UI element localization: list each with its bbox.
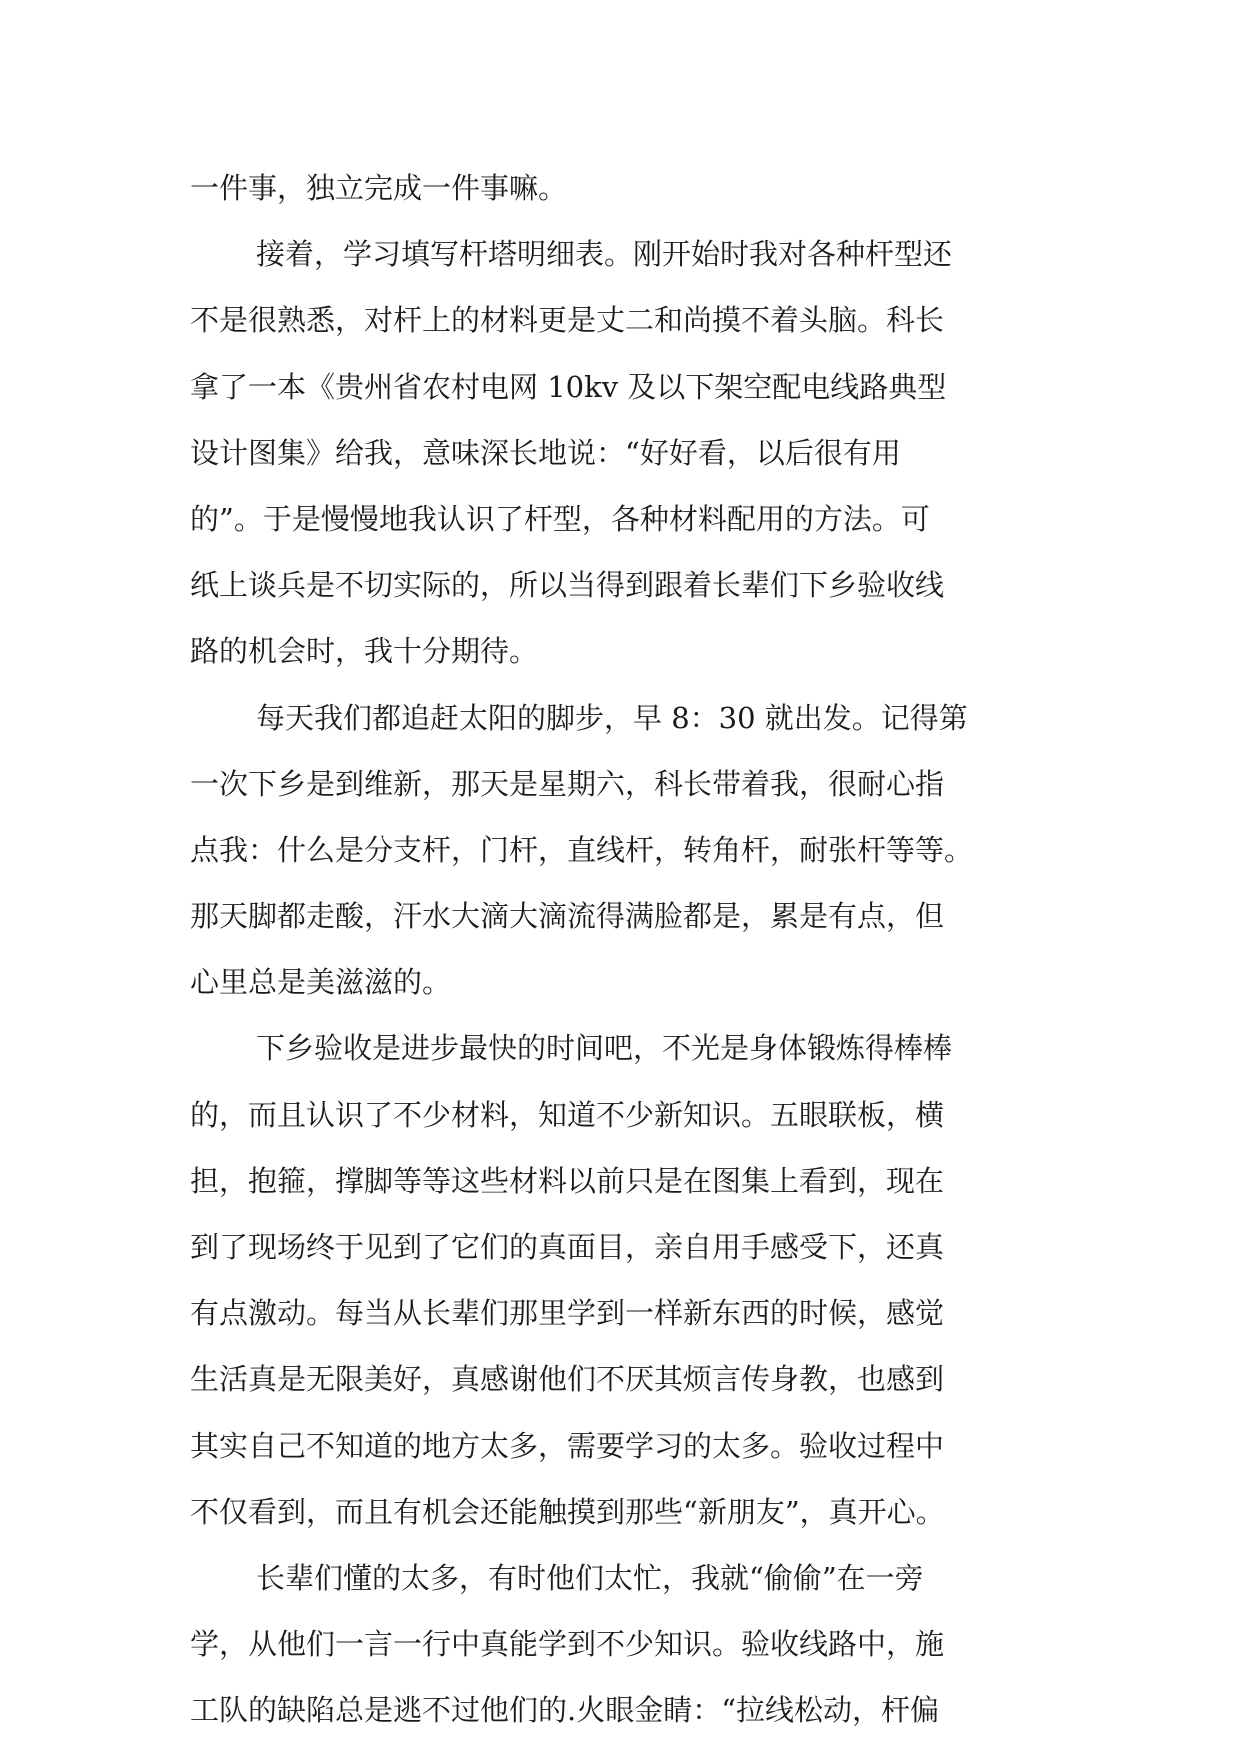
text-line: 下乡验收是进步最快的时间吧，不光是身体锻炼得棒棒 bbox=[256, 1031, 953, 1066]
text-line: 长辈们懂的太多，有时他们太忙，我就“偷偷”在一旁 bbox=[256, 1560, 924, 1595]
text-line: 那天脚都走酸，汗水大滴大滴流得满脸都是，累是有点，但 bbox=[190, 899, 945, 934]
text-line: 学，从他们一言一行中真能学到不少知识。验收线路中，施 bbox=[190, 1627, 945, 1662]
text-line: 不仅看到，而且有机会还能触摸到那些“新朋友”，真开心。 bbox=[190, 1494, 945, 1529]
text-line: 每天我们都追赶太阳的脚步，早 8：30 就出发。记得第 bbox=[256, 700, 968, 735]
text-line: 不是很熟悉，对杆上的材料更是丈二和尚摸不着头脑。科长 bbox=[190, 303, 945, 338]
text-line: 设计图集》给我，意味深长地说：“好好看，以后很有用 bbox=[190, 435, 901, 470]
text-line: 一次下乡是到维新，那天是星期六，科长带着我，很耐心指 bbox=[190, 766, 945, 801]
text-line: 其实自己不知道的地方太多，需要学习的太多。验收过程中 bbox=[190, 1428, 945, 1463]
text-line: 到了现场终于见到了它们的真面目，亲自用手感受下，还真 bbox=[190, 1230, 945, 1264]
text-line: 担，抱箍，撑脚等等这些材料以前只是在图集上看到，现在 bbox=[190, 1163, 945, 1198]
text-line: 工队的缺陷总是逃不过他们的.火眼金睛：“拉线松动，杆偏 bbox=[190, 1693, 940, 1728]
text-line: 路的机会时，我十分期待。 bbox=[190, 634, 539, 669]
text-line: 生活真是无限美好，真感谢他们不厌其烦言传身教，也感到 bbox=[190, 1362, 945, 1397]
text-line: 有点激动。每当从长辈们那里学到一样新东西的时候，感觉 bbox=[190, 1296, 945, 1331]
body-text bbox=[190, 155, 1070, 1744]
text-line: 心里总是美滋滋的。 bbox=[190, 965, 452, 1000]
text-line: 的，而且认识了不少材料，知道不少新知识。五眼联板，横 bbox=[190, 1097, 945, 1132]
text-line: 点我：什么是分支杆，门杆，直线杆，转角杆，耐张杆等等。 bbox=[190, 832, 974, 867]
text-line: 拿了一本《贵州省农村电网 10kv 及以下架空配电线路典型 bbox=[190, 369, 947, 404]
text-line: 一件事，独立完成一件事嘛。 bbox=[190, 171, 568, 205]
text-line: 的”。于是慢慢地我认识了杆型，各种材料配用的方法。可 bbox=[190, 501, 930, 536]
text-line: 纸上谈兵是不切实际的，所以当得到跟着长辈们下乡验收线 bbox=[190, 568, 945, 603]
text-line: 接着，学习填写杆塔明细表。刚开始时我对各种杆型还 bbox=[256, 237, 953, 272]
